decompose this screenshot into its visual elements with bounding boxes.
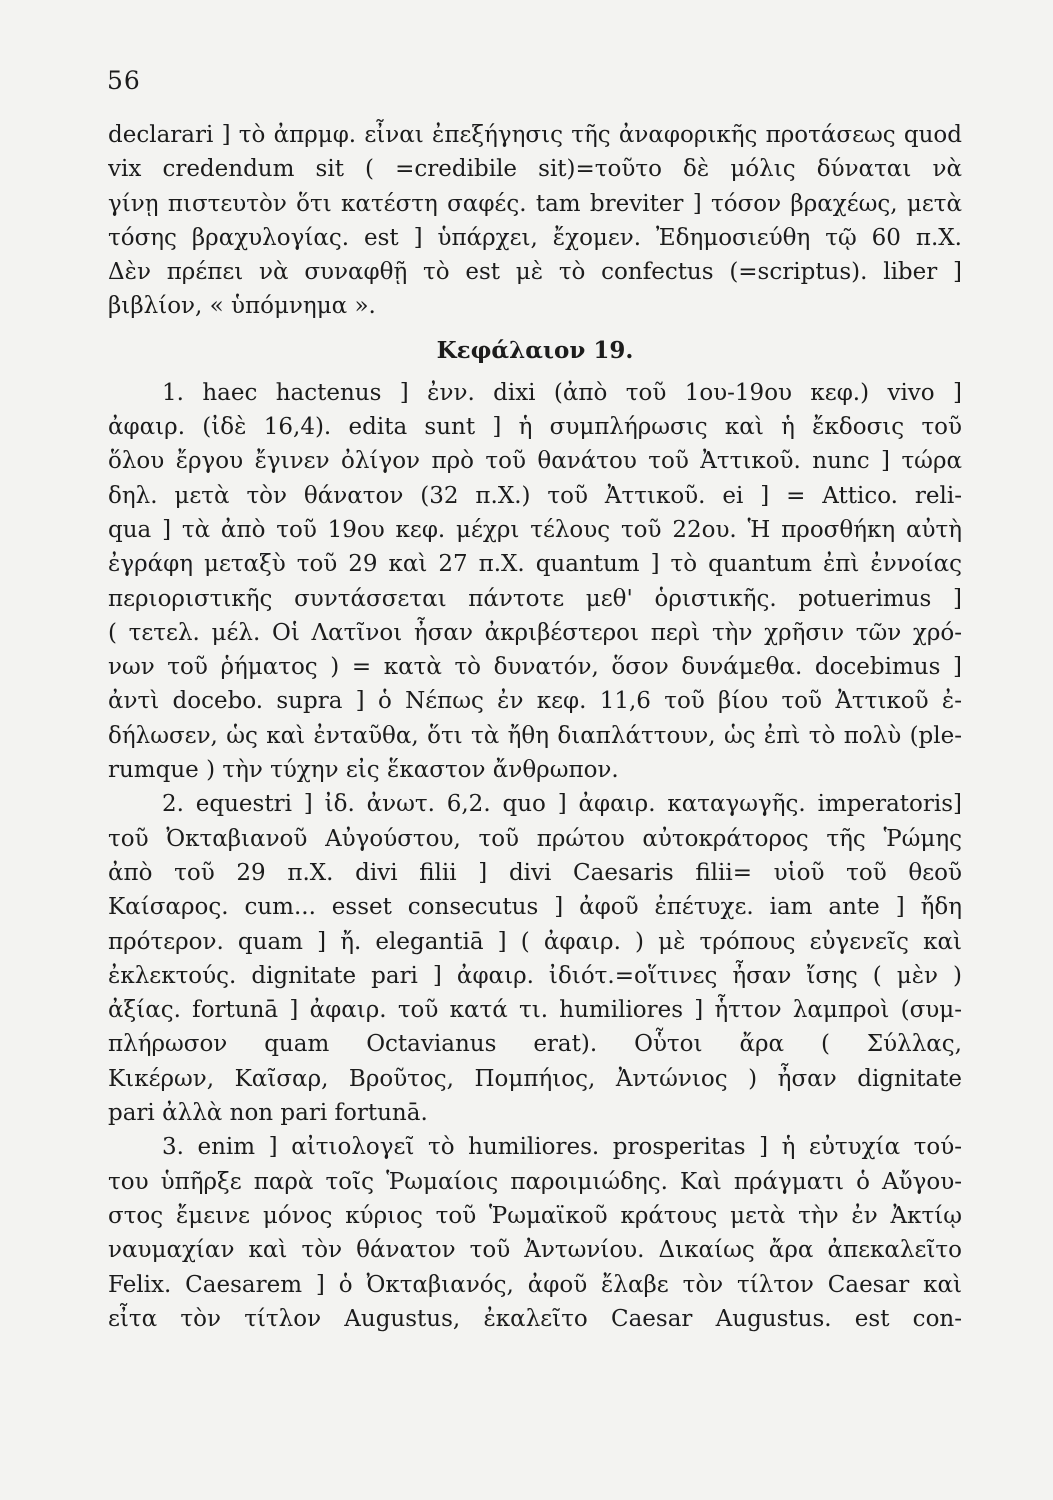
text-line: pari ἀλλὰ non pari fortunā.: [108, 1100, 428, 1127]
text-line: ἀντὶ docebo. supra ] ὁ Νέπως ἐν κεφ. 11,6 τοῦ βίου τοῦ Ἀττικοῦ ἐ-: [108, 688, 962, 715]
text-line: ( τετελ. μέλ. Οἱ Λατῖνοι ἦσαν ἀκριβέστεροι περὶ τὴν χρῆσιν τῶν χρό-: [108, 619, 962, 646]
commentary-text: [108, 118, 962, 1336]
text-line: declarari ] τὸ ἀπρμφ. εἶναι ἐπεξήγησις τῆς ἀναφορικῆς προτάσεως quod: [108, 122, 962, 148]
text-line: Δὲν πρέπει νὰ συναφθῇ τὸ est μὲ τὸ confectus (=scriptus). liber ]: [108, 259, 962, 286]
text-line: τόσης βραχυλογίας. est ] ὑπάρχει, ἔχομεν. Ἐδημοσιεύθη τῷ 60 π.Χ.: [108, 224, 962, 251]
text-line: βιβλίον, « ὑπόμνημα ».: [108, 293, 376, 320]
text-line: 1. haec hactenus ] ἐνν. dixi (ἀπὸ τοῦ 1ου-19ου κεφ.) vivo ]: [162, 379, 962, 406]
text-line: πλήρωσον quam Octavianus erat). Οὗτοι ἄρα ( Σύλλας,: [108, 1031, 962, 1058]
text-line: δήλωσεν, ὡς καὶ ἐνταῦθα, ὅτι τὰ ἤθη διαπλάττουν, ὡς ἐπὶ τὸ πολὺ (ple-: [108, 722, 962, 749]
text-line: στος ἔμεινε μόνος κύριος τοῦ Ῥωμαϊκοῦ κράτους μετὰ τὴν ἐν Ἀκτίῳ: [108, 1202, 962, 1229]
text-line: 3. enim ] αἰτιολογεῖ τὸ humiliores. prosperitas ] ἡ εὐτυχία τού-: [162, 1134, 962, 1161]
text-line: δηλ. μετὰ τὸν θάνατον (32 π.Χ.) τοῦ Ἀττικοῦ. ei ] = Attico. reli-: [108, 482, 962, 509]
chapter-heading: Κεφάλαιον 19.: [436, 336, 634, 364]
page-number: 56: [107, 66, 141, 95]
text-line: ἀφαιρ. (ἰδὲ 16,4). edita sunt ] ἡ συμπλήρωσις καὶ ἡ ἔκδοσις τοῦ: [108, 414, 962, 441]
text-line: του ὑπῆρξε παρὰ τοῖς Ῥωμαίοις παροιμιώδης. Καὶ πράγματι ὁ Αὔγου-: [108, 1168, 962, 1195]
text-line: Felix. Caesarem ] ὁ Ὀκταβιανός, ἀφοῦ ἔλαβε τὸν τίλτον Caesar καὶ: [108, 1271, 962, 1298]
text-line: γίνῃ πιστευτὸν ὅτι κατέστη σαφές. tam breviter ] τόσον βραχέως, μετὰ: [108, 190, 962, 217]
text-line: rumque ) τὴν τύχην εἰς ἕκαστον ἄνθρωπον.: [108, 757, 619, 784]
text-line: qua ] τὰ ἀπὸ τοῦ 19ου κεφ. μέχρι τέλους τοῦ 22ου. Ἡ προσθήκη αὐτὴ: [108, 516, 962, 543]
text-line: εἶτα τὸν τίτλον Augustus, ἐκαλεῖτο Caesar Augustus. est con-: [108, 1305, 962, 1332]
text-line: νων τοῦ ῥήματος ) = κατὰ τὸ δυνατόν, ὅσον δυνάμεθα. docebimus ]: [108, 654, 962, 681]
text-line: vix credendum sit ( =credibile sit)=τοῦτο δὲ μόλις δύναται νὰ: [108, 156, 962, 183]
text-line: περιοριστικῆς συντάσσεται πάντοτε μεθ' ὁριστικῆς. potuerimus ]: [108, 585, 962, 612]
text-line: 2. equestri ] ἰδ. ἀνωτ. 6,2. quo ] ἀφαιρ. καταγωγῆς. imperatoris]: [162, 791, 962, 818]
text-line: πρότερον. quam ] ἤ. elegantiā ] ( ἀφαιρ. ) μὲ τρόπους εὐγενεῖς καὶ: [108, 928, 962, 955]
text-line: Κικέρων, Καῖσαρ, Βροῦτος, Πομπήιος, Ἀντώνιος ) ἦσαν dignitate: [108, 1065, 962, 1092]
text-line: ὅλου ἔργου ἔγινεν ὀλίγον πρὸ τοῦ θανάτου τοῦ Ἀττικοῦ. nunc ] τώρα: [108, 448, 962, 475]
text-line: τοῦ Ὀκταβιανοῦ Αὐγούστου, τοῦ πρώτου αὐτοκράτορος τῆς Ῥώμης: [108, 825, 962, 852]
text-line: Καίσαρος. cum... esset consecutus ] ἀφοῦ ἐπέτυχε. iam ante ] ἤδη: [108, 894, 962, 921]
text-line: ἀξίας. fortunā ] ἀφαιρ. τοῦ κατά τι. humiliores ] ἧττον λαμπροὶ (συμ-: [108, 997, 962, 1024]
text-line: ἐκλεκτούς. dignitate pari ] ἀφαιρ. ἰδιότ.=οἵτινες ἦσαν ἴσης ( μὲν ): [108, 962, 962, 989]
text-line: ναυμαχίαν καὶ τὸν θάνατον τοῦ Ἀντωνίου. Δικαίως ἄρα ἀπεκαλεῖτο: [108, 1237, 962, 1264]
text-line: ἀπὸ τοῦ 29 π.Χ. divi filii ] divi Caesaris filii= υἱοῦ τοῦ θεοῦ: [108, 859, 962, 886]
text-line: ἐγράφη μεταξὺ τοῦ 29 καὶ 27 π.Χ. quantum ] τὸ quantum ἐπὶ ἐννοίας: [108, 551, 962, 578]
